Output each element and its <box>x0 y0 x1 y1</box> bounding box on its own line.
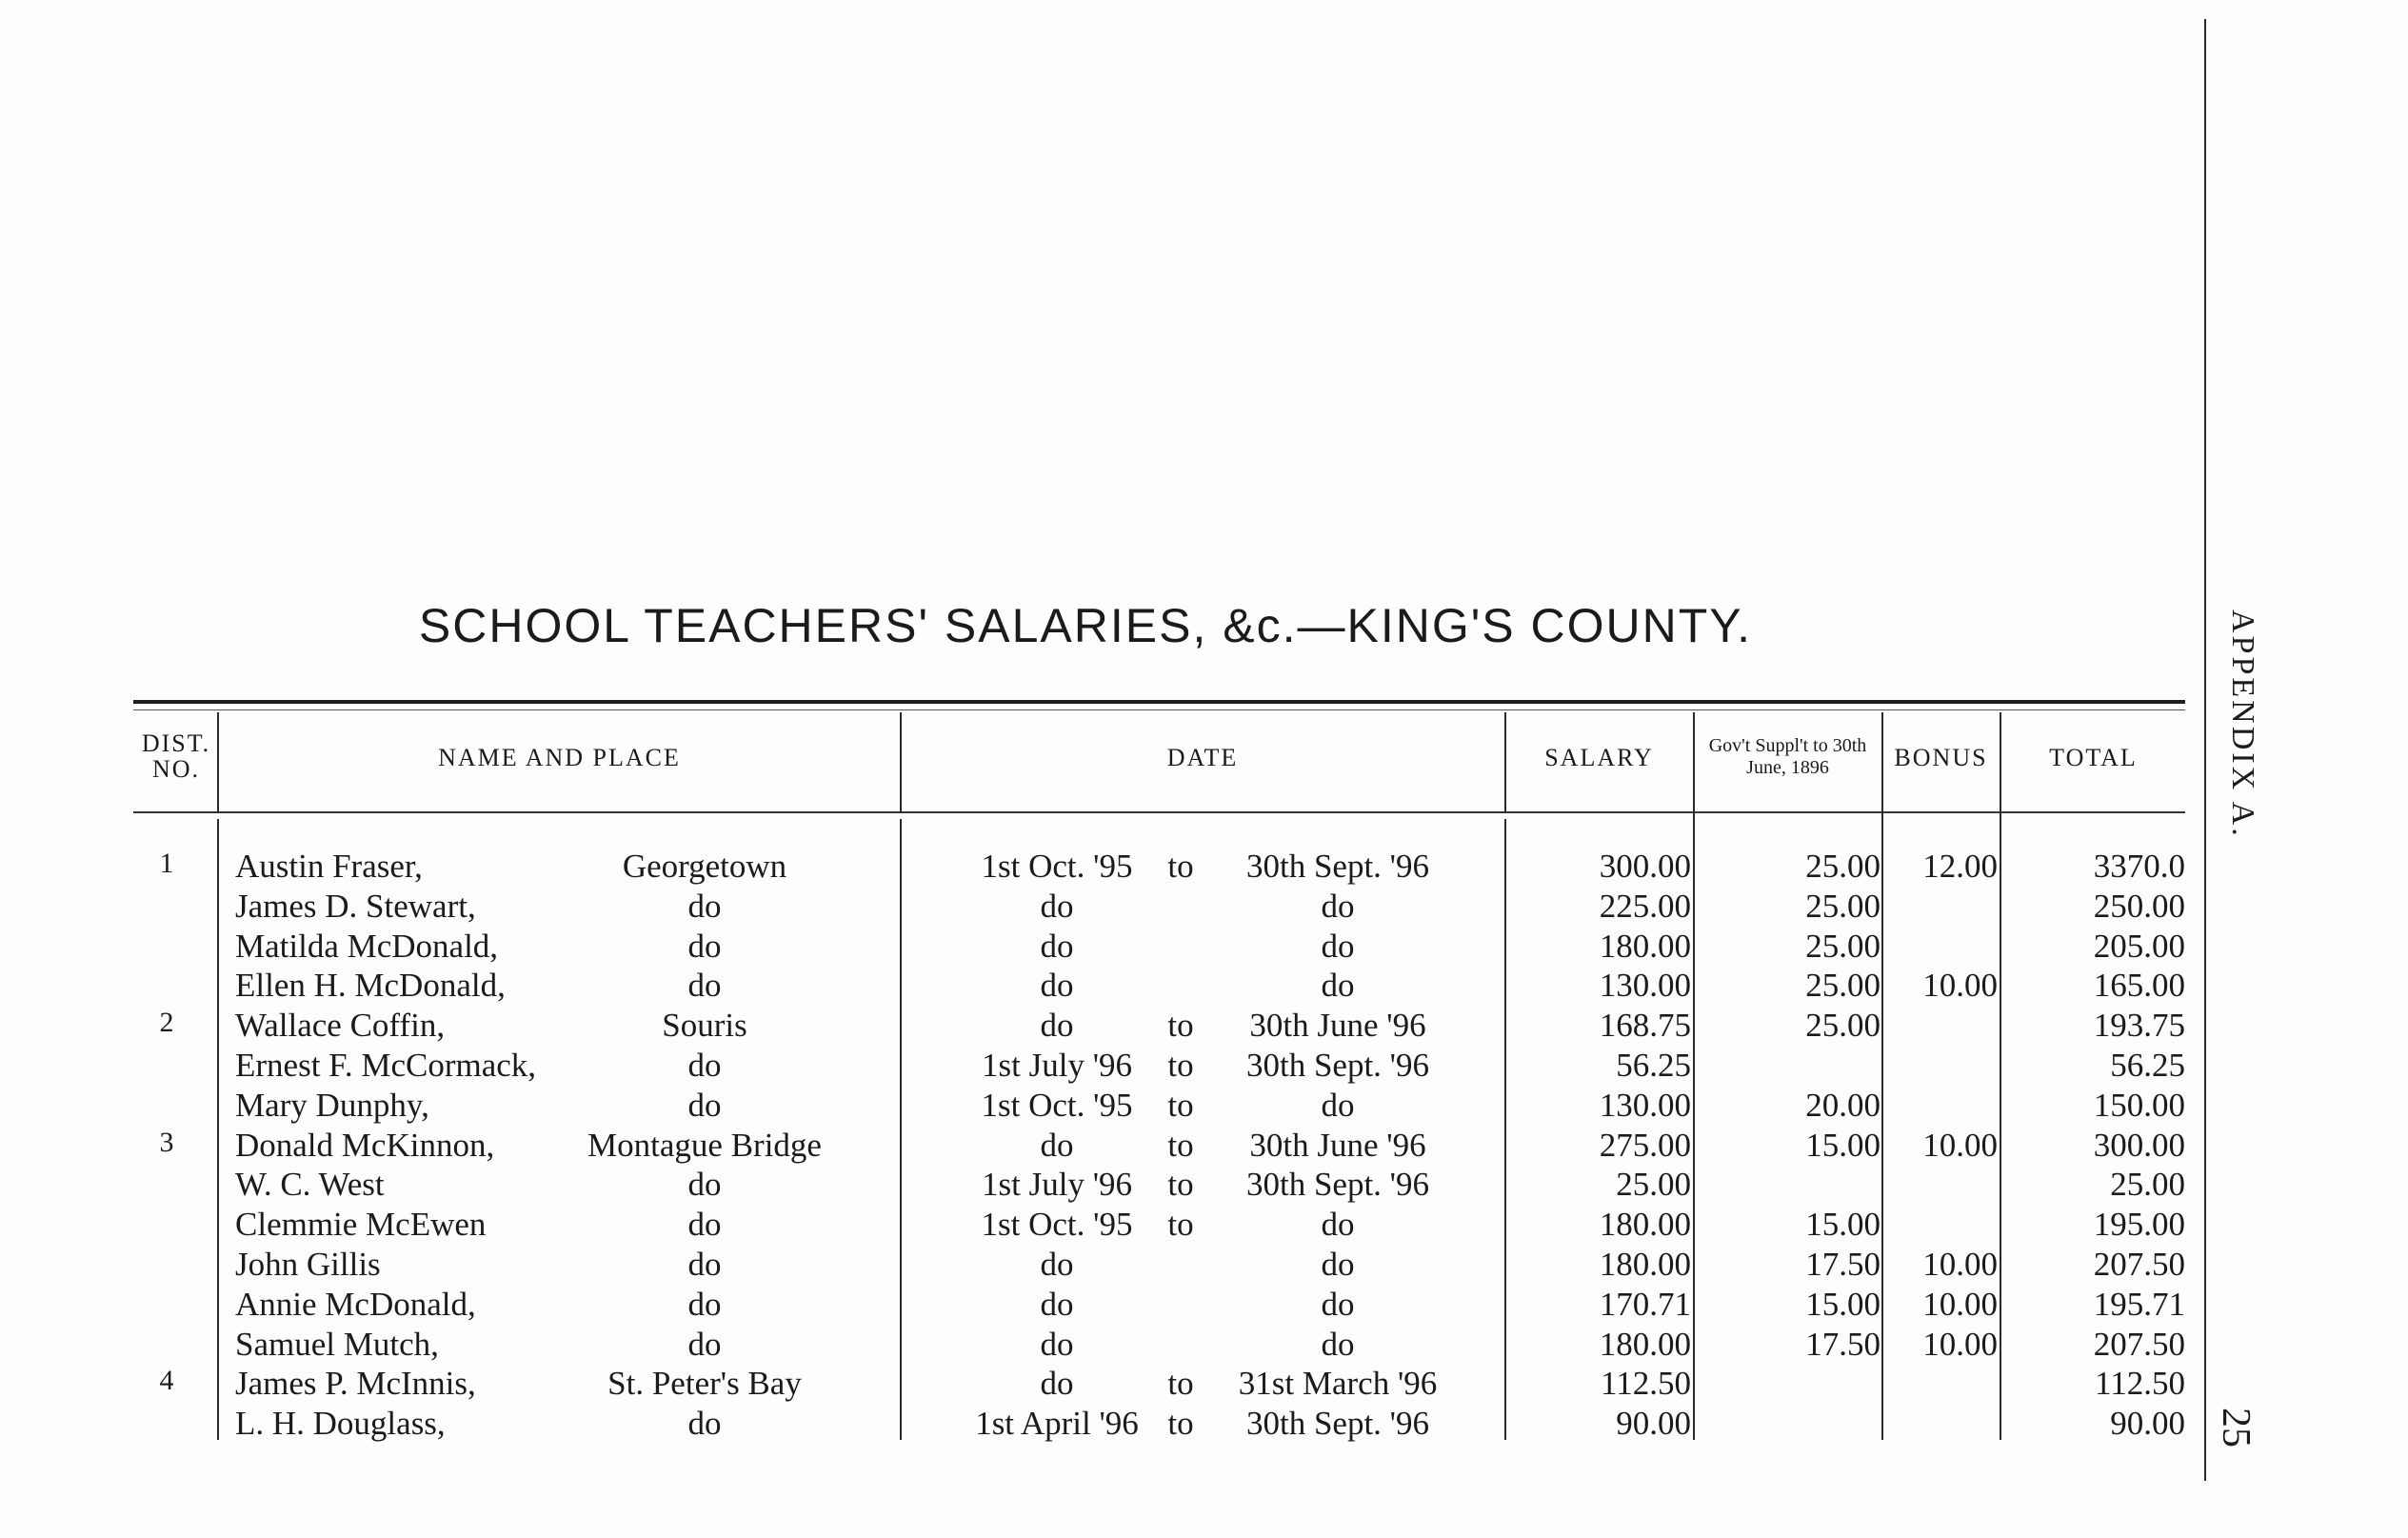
place: do <box>687 887 722 925</box>
salary-value: 180.00 <box>1599 1325 1691 1363</box>
teacher-name: James P. McInnis, <box>235 1365 476 1403</box>
place: do <box>687 1086 722 1124</box>
header-name-place: NAME AND PLACE <box>438 744 681 771</box>
salary-value: 56.25 <box>1616 1047 1691 1084</box>
place: do <box>687 927 722 965</box>
page-number: 25 <box>2214 1408 2258 1448</box>
total-value: 300.00 <box>2093 1126 2185 1164</box>
date-until: 31st March '96 <box>1238 1365 1438 1403</box>
gov-suppl-value: 17.50 <box>1805 1325 1881 1363</box>
gov-suppl-value: 25.00 <box>1805 927 1881 965</box>
bonus-value: 10.00 <box>1922 1325 1998 1363</box>
date-to-word: to <box>1167 1007 1194 1045</box>
salary-value: 168.75 <box>1599 1007 1691 1045</box>
date-from: do <box>1040 1365 1074 1403</box>
teacher-name: James D. Stewart, <box>235 887 476 925</box>
date-until: do <box>1321 1206 1355 1244</box>
place: Georgetown <box>622 848 787 885</box>
col-divider-name-header <box>900 712 902 813</box>
top-thin-rule <box>133 709 2185 710</box>
date-from: do <box>1040 1126 1074 1164</box>
header-total: TOTAL <box>2049 744 2138 771</box>
total-value: 250.00 <box>2093 887 2185 925</box>
table-row <box>0 848 2408 888</box>
teacher-name: Clemmie McEwen <box>235 1206 487 1244</box>
total-value: 150.00 <box>2093 1086 2185 1124</box>
date-to-word: to <box>1167 1086 1194 1124</box>
date-until: 30th June '96 <box>1249 1007 1426 1045</box>
table-row <box>0 928 2408 968</box>
bonus-value: 10.00 <box>1922 1246 1998 1283</box>
dist-no: 4 <box>159 1365 174 1397</box>
total-value: 195.71 <box>2093 1285 2185 1323</box>
place: do <box>687 1405 722 1443</box>
header-dist-label: DIST. NO. <box>141 729 211 784</box>
date-from: 1st April '96 <box>975 1405 1139 1443</box>
gov-suppl-value: 25.00 <box>1805 887 1881 925</box>
header-gov-suppl-label: Gov't Suppl't to 30th June, 1896 <box>1708 735 1867 778</box>
date-from: 1st Oct. '95 <box>981 1206 1133 1244</box>
header-salary: SALARY <box>1544 744 1654 771</box>
date-until: 30th Sept. '96 <box>1245 1047 1429 1084</box>
total-value: 3370.0 <box>2093 848 2185 885</box>
date-from: 1st Oct. '95 <box>981 848 1133 885</box>
salary-value: 300.00 <box>1599 848 1691 885</box>
place: St. Peter's Bay <box>607 1365 802 1403</box>
table-row <box>0 1365 2408 1405</box>
header-bottom-rule <box>133 811 2185 813</box>
date-until: do <box>1321 1086 1355 1124</box>
table-row <box>0 1007 2408 1047</box>
date-until: 30th Sept. '96 <box>1245 1405 1429 1443</box>
salary-value: 180.00 <box>1599 1206 1691 1244</box>
table-row <box>0 1405 2408 1445</box>
total-value: 193.75 <box>2093 1007 2185 1045</box>
bonus-value: 10.00 <box>1922 1285 1998 1323</box>
header-date: DATE <box>1166 744 1239 771</box>
date-to-word: to <box>1167 1405 1194 1443</box>
place: do <box>687 1285 722 1323</box>
table-row <box>0 1087 2408 1127</box>
salary-value: 112.50 <box>1601 1365 1691 1403</box>
date-to-word: to <box>1167 1206 1194 1244</box>
date-from: 1st July '96 <box>982 1166 1132 1204</box>
total-value: 165.00 <box>2093 967 2185 1005</box>
total-value: 90.00 <box>2110 1405 2185 1443</box>
place: do <box>687 1166 722 1204</box>
teacher-name: Ernest F. McCormack, <box>235 1047 537 1084</box>
gov-suppl-value: 25.00 <box>1805 848 1881 885</box>
teacher-name: Annie McDonald, <box>235 1285 476 1323</box>
date-to-word: to <box>1167 1166 1194 1204</box>
date-from: do <box>1040 927 1074 965</box>
teacher-name: Austin Fraser, <box>235 848 423 885</box>
teacher-name: Ellen H. McDonald, <box>235 967 506 1005</box>
date-from: do <box>1040 967 1074 1005</box>
total-value: 207.50 <box>2093 1246 2185 1283</box>
total-value: 56.25 <box>2110 1047 2185 1084</box>
gov-suppl-value: 25.00 <box>1805 967 1881 1005</box>
top-thick-rule <box>133 700 2185 704</box>
table-row <box>0 1246 2408 1286</box>
header-dist <box>133 730 219 783</box>
total-value: 207.50 <box>2093 1325 2185 1363</box>
date-from: do <box>1040 1325 1074 1363</box>
table-row <box>0 1206 2408 1246</box>
salary-value: 170.71 <box>1599 1285 1691 1323</box>
teacher-name: Samuel Mutch, <box>235 1325 439 1363</box>
table-row <box>0 1286 2408 1326</box>
page-title: SCHOOL TEACHERS' SALARIES, &c.—KING'S COUNTY. <box>418 599 1753 652</box>
date-until: do <box>1321 1325 1355 1363</box>
date-from: do <box>1040 1285 1074 1323</box>
date-to-word: to <box>1167 1047 1194 1084</box>
total-value: 25.00 <box>2110 1166 2185 1204</box>
teacher-name: L. H. Douglass, <box>235 1405 446 1443</box>
date-to-word: to <box>1167 848 1194 885</box>
total-value: 195.00 <box>2093 1206 2185 1244</box>
salary-value: 275.00 <box>1599 1126 1691 1164</box>
salary-value: 225.00 <box>1599 887 1691 925</box>
date-until: 30th June '96 <box>1249 1126 1426 1164</box>
teacher-name: Matilda McDonald, <box>235 927 499 965</box>
place: do <box>687 1206 722 1244</box>
date-from: do <box>1040 887 1074 925</box>
col-divider-date-header <box>1504 712 1506 813</box>
gov-suppl-value: 15.00 <box>1805 1206 1881 1244</box>
right-margin-rule <box>2204 19 2206 1481</box>
dist-no: 2 <box>159 1007 174 1039</box>
date-until: do <box>1321 927 1355 965</box>
gov-suppl-value: 20.00 <box>1805 1086 1881 1124</box>
total-value: 112.50 <box>2095 1365 2185 1403</box>
bonus-value: 10.00 <box>1922 967 1998 1005</box>
date-from: 1st July '96 <box>982 1047 1132 1084</box>
table-row <box>0 1166 2408 1206</box>
date-to-word: to <box>1167 1365 1194 1403</box>
salary-value: 130.00 <box>1599 967 1691 1005</box>
appendix-label: APPENDIX A. <box>2225 609 2260 839</box>
salary-value: 90.00 <box>1616 1405 1691 1443</box>
date-until: 30th Sept. '96 <box>1245 848 1429 885</box>
teacher-name: Donald McKinnon, <box>235 1126 495 1164</box>
table-row <box>0 1326 2408 1366</box>
date-until: 30th Sept. '96 <box>1245 1166 1429 1204</box>
place: do <box>687 1047 722 1084</box>
place: do <box>687 1246 722 1283</box>
header-gov-suppl <box>1695 735 1881 779</box>
table-row <box>0 967 2408 1007</box>
salary-value: 25.00 <box>1616 1166 1691 1204</box>
teacher-name: W. C. West <box>235 1166 385 1204</box>
date-from: do <box>1040 1007 1074 1045</box>
date-from: do <box>1040 1246 1074 1283</box>
place: do <box>687 967 722 1005</box>
date-to-word: to <box>1167 1126 1194 1164</box>
date-until: do <box>1321 1246 1355 1283</box>
place: do <box>687 1325 722 1363</box>
header-bonus: BONUS <box>1894 744 1988 771</box>
date-until: do <box>1321 967 1355 1005</box>
total-value: 205.00 <box>2093 927 2185 965</box>
salary-value: 180.00 <box>1599 927 1691 965</box>
salary-value: 130.00 <box>1599 1086 1691 1124</box>
dist-no: 1 <box>159 848 174 879</box>
salary-value: 180.00 <box>1599 1246 1691 1283</box>
teacher-name: Wallace Coffin, <box>235 1007 446 1045</box>
teacher-name: Mary Dunphy, <box>235 1086 429 1124</box>
gov-suppl-value: 15.00 <box>1805 1126 1881 1164</box>
date-from: 1st Oct. '95 <box>981 1086 1133 1124</box>
gov-suppl-value: 17.50 <box>1805 1246 1881 1283</box>
table-row <box>0 1047 2408 1087</box>
col-divider-dist-header <box>217 712 219 813</box>
place: Souris <box>662 1007 747 1045</box>
bonus-value: 10.00 <box>1922 1126 1998 1164</box>
table-row <box>0 888 2408 928</box>
date-until: do <box>1321 1285 1355 1323</box>
gov-suppl-value: 15.00 <box>1805 1285 1881 1323</box>
teacher-name: John Gillis <box>235 1246 381 1283</box>
gov-suppl-value: 25.00 <box>1805 1007 1881 1045</box>
date-until: do <box>1321 887 1355 925</box>
bonus-value: 12.00 <box>1922 848 1998 885</box>
table-row <box>0 1127 2408 1167</box>
dist-no: 3 <box>159 1126 174 1158</box>
place: Montague Bridge <box>587 1126 822 1164</box>
